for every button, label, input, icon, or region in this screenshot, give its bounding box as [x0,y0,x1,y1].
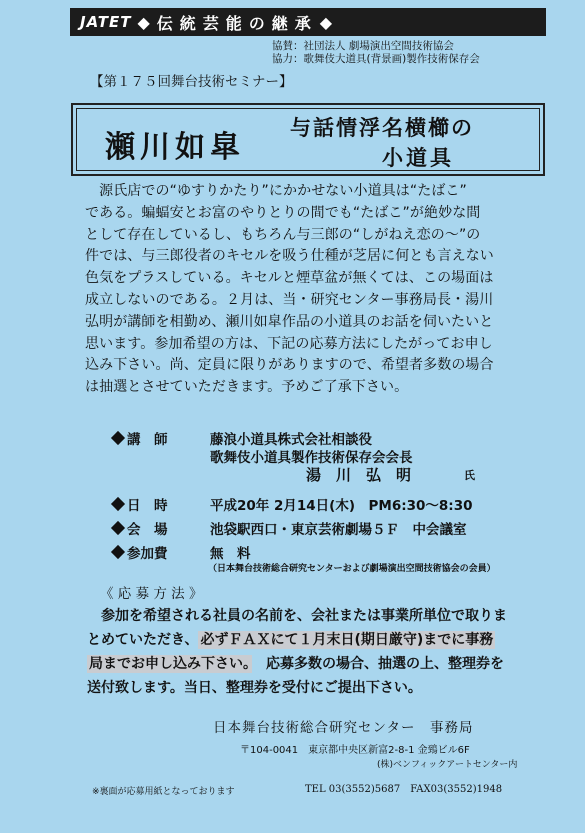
description-line: 思います。参加希望の方は、下記の応募方法にしたがってお申し [85,335,493,352]
sponsor-cooperation: 協力：歌舞伎大道具(背景画)製作技術保存会 [272,53,480,65]
diamond-icon: ◆ [137,12,151,32]
venue-label: 会 場 [127,522,168,538]
header-banner [70,8,546,36]
contact-tel-fax: TEL 03(3552)5687 FAX03(3552)1948 [305,784,503,795]
apply-line [87,652,507,676]
description-line: は抽選とさせていただきます。予めご了承下さい。 [85,379,409,396]
fee-label-row [113,542,168,562]
jatet-logo: JATET [80,13,132,31]
lecturer-position: 歌舞伎小道具製作技術保存会会長 [210,450,413,466]
apply-instructions [87,604,507,700]
apply-text-segment: 応募多数の場合、抽選の上、整理券を [266,656,504,672]
diamond-bullet-icon [111,545,125,559]
diamond-bullet-icon [111,431,125,445]
lecturer-honorific: 氏 [464,469,475,482]
fee-note: （日本舞台技術総合研究センターおよび劇場演出空間技術協会の会員） [208,564,496,574]
apply-line: 送付致します。当日、整理券を受付にご提出下さい。 [87,680,422,696]
description [85,181,545,399]
datetime-value: 平成20年 2月14日(木) PM6:30～8:30 [210,498,473,514]
banner-title: 伝統芸能の継承 [156,13,318,33]
datetime-label: 日 時 [127,498,168,514]
description-line: である。蝙蝠安とお富のやりとりの間でも“たばこ”が絶妙な間 [85,204,481,221]
apply-line [87,628,507,652]
description-line: 件では、与三郎役者のキセルを吸う仕種が芝居に何とも言えない [85,248,494,265]
postal-address: 〒104-0041 東京都中央区新富2-8-1 金鵄ビル6F [240,745,470,756]
title-box [71,103,545,176]
apply-heading: 《 応 募 方 法 》 [100,586,203,602]
diamond-icon: ◆ [319,12,334,32]
lecturer-name: 湯 川 弘 明 [306,466,412,484]
fee-label: 参加費 [127,546,168,562]
subtitle-line1: 与話情浮名横櫛の [290,115,474,140]
description-line: 色気をプラスしている。キセルと煙草盆が無くては、この場面は [85,270,494,287]
description-line: 成立しないのである。２月は、当・研究センター事務局長・湯川 [85,291,494,308]
venue-value: 池袋駅西口・東京芸術劇場５Ｆ 中会議室 [210,522,467,538]
description-line: 弘明が講師を相勤め、瀬川如皐作品の小道具のお話を伺いたいと [85,313,494,330]
seminar-label: 【第１７５回舞台技術セミナー】 [90,74,293,90]
reverse-side-note: ※裏面が応募用紙となっております [92,787,235,797]
apply-line: 参加を希望される社員の名前を、会社または事業所単位で取りま [87,608,507,624]
diamond-bullet-icon [111,497,125,511]
lecturer-affiliation: 藤浪小道具株式会社相談役 [210,432,372,448]
author-title: 瀬川如皐 [105,130,245,165]
description-line: 源氏店での“ゆすりかたり”にかかせない小道具は“たばこ” [85,183,467,199]
description-line: 込み下さい。尚、定員に限りがありますので、希望者多数の場合 [85,357,494,374]
venue-label-row [113,518,168,538]
datetime-label-row [113,494,168,514]
diamond-bullet-icon [111,521,125,535]
organization-name: 日本舞台技術総合研究センター 事務局 [213,720,474,736]
sponsor-support: 協賛：社団法人 劇場演出空間技術協会 [272,40,454,52]
lecturer-label-row [113,428,168,448]
address-care-of: (株)ベンフィックアートセンター内 [377,760,518,770]
lecturer-label: 講 師 [127,432,168,448]
subtitle-line2: 小道具 [382,145,454,170]
description-line: として存在しているし、もちろん与三郎の“しがねえ恋の～”の [85,226,481,243]
fax-deadline-highlight: 局までお申し込み下さい。 [89,656,250,672]
fee-value: 無 料 [210,546,251,562]
fax-deadline-highlight: 必ずＦＡＸにて１月末日(期日厳守)までに事務 [200,632,494,648]
apply-text-segment: とめていただき、 [87,632,199,648]
